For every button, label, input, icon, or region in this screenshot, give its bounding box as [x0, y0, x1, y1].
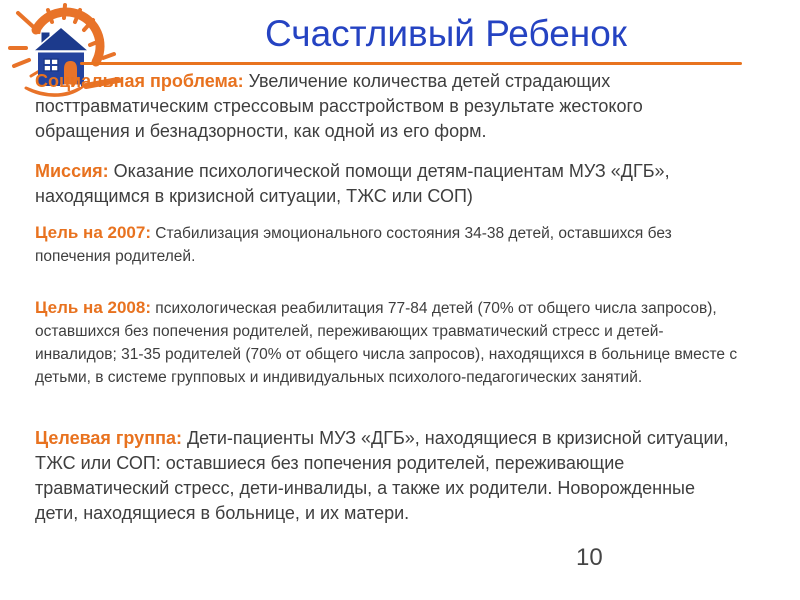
title-divider	[80, 62, 742, 65]
paragraph-goal-2008	[35, 296, 741, 389]
page-title: Счастливый Ребенок	[264, 13, 627, 54]
paragraph-text: психологическая реабилитация 77-84 детей (70% от общего числа запросов), оставшихся без попечения родителей, переживающих травматический стресс и детей-инвалидов; 31-35 родителей (70% от общего числа запросов), находящихся в больнице вместе с детьми, в системе групповых и индивидуальных психолого-педагогических занятий.	[35, 300, 738, 386]
paragraph-social-problem	[35, 69, 741, 144]
paragraph-lead: Социальная проблема:	[35, 71, 244, 91]
paragraph-lead: Цель на 2008:	[35, 298, 151, 317]
paragraph-text: Стабилизация эмоционального состояния 34-38 детей, оставшихся без попечения родителей.	[35, 225, 672, 265]
paragraph-text: Дети-пациенты МУЗ «ДГБ», находящиеся в кризисной ситуации, ТЖС или СОП: оставшиеся без попечения родителей, переживающие травматический стресс, дети-инвалиды, а также их родители. Новорожденные дети, находящиеся в больнице, и их матери.	[35, 428, 729, 523]
paragraph-target-group	[35, 426, 741, 526]
paragraph-text: Увеличение количества детей страдающих посттравматическим стрессовым расстройством в результате жестокого обращения и безнадзорности, как одной из его форм.	[35, 71, 643, 141]
paragraph-text: Оказание психологической помощи детям-пациентам МУЗ «ДГБ», находящимся в кризисной ситуации, ТЖС или СОП)	[35, 161, 670, 206]
paragraph-mission	[35, 159, 741, 209]
paragraph-lead: Цель на 2007:	[35, 223, 151, 242]
slide-page-number: 10	[576, 544, 603, 571]
paragraph-lead: Миссия:	[35, 161, 109, 181]
paragraph-lead: Целевая группа:	[35, 428, 182, 448]
paragraph-goal-2007	[35, 221, 741, 268]
